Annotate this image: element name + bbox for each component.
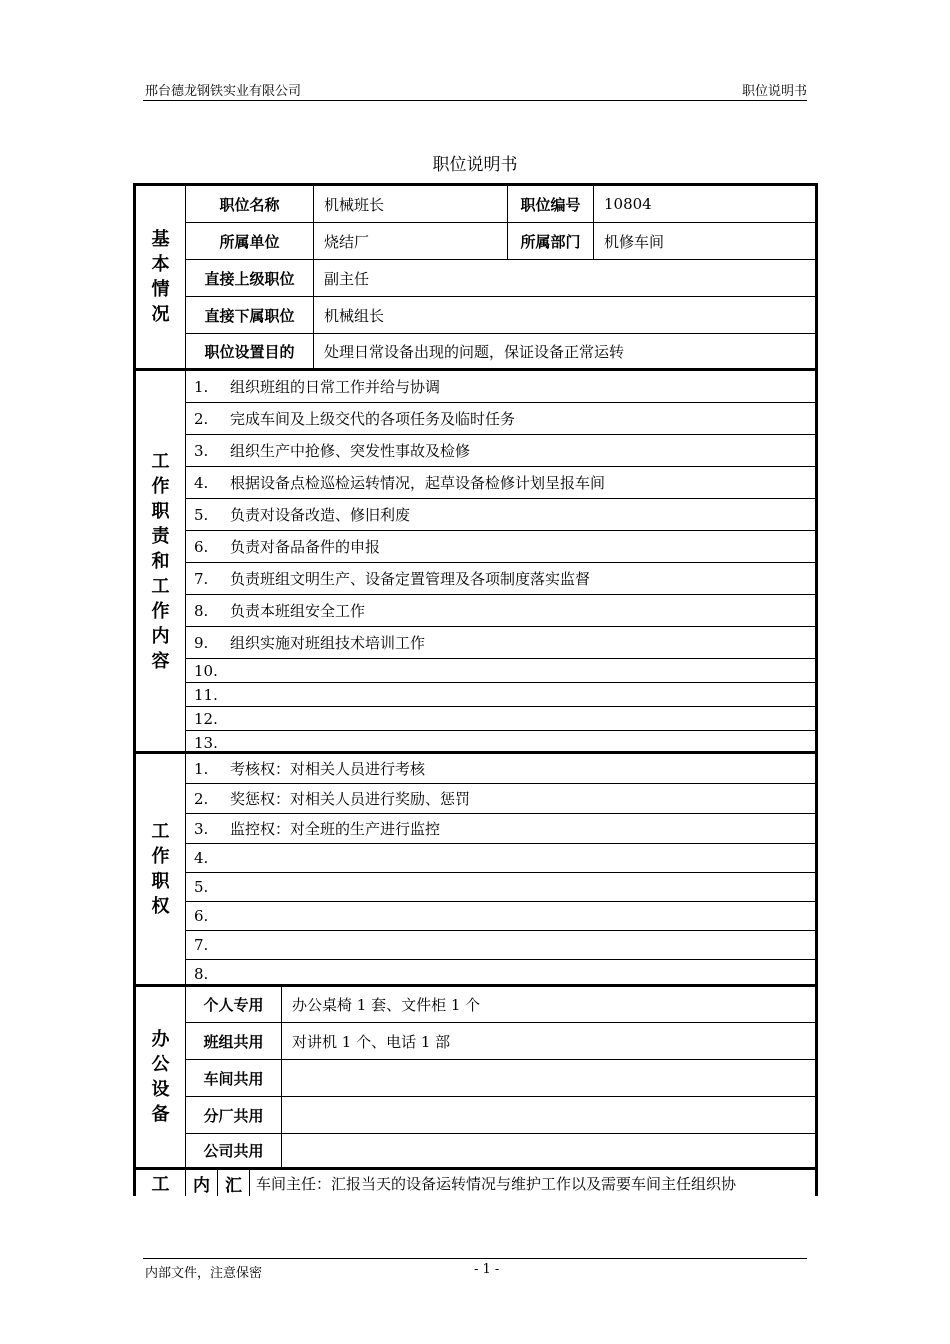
superior-value: 副主任 <box>324 269 370 288</box>
list-item: 5. 负责对设备改造、修旧利废 <box>186 499 815 531</box>
equipment-row-value <box>282 1060 815 1096</box>
relationship-col1: 内 <box>186 1170 218 1196</box>
superior-label: 直接上级职位 <box>186 260 314 296</box>
list-item: 4. 根据设备点检巡检运转情况，起草设备检修计划呈报车间 <box>186 467 815 499</box>
footer-note: 内部文件，注意保密 <box>145 1266 263 1281</box>
superior-row <box>186 260 815 297</box>
equipment-row-label: 个人专用 <box>186 987 282 1022</box>
list-item: 6. <box>186 902 815 931</box>
purpose-label: 职位设置目的 <box>186 334 314 368</box>
footer-divider <box>143 1258 807 1259</box>
job-name-row <box>186 186 815 223</box>
job-code-label: 职位编号 <box>508 186 594 222</box>
authority-label: 工作职权 <box>136 754 186 984</box>
document-title: 职位说明书 <box>432 155 518 175</box>
relationship-section <box>133 1167 818 1196</box>
list-item: 5. <box>186 873 815 902</box>
list-item: 10. <box>186 659 815 683</box>
page-header <box>143 78 807 101</box>
list-item: 3. 组织生产中抢修、突发性事故及检修 <box>186 435 815 467</box>
dept-value: 机修车间 <box>604 232 665 251</box>
dept-label: 所属部门 <box>508 223 594 259</box>
unit-value: 烧结厂 <box>314 223 508 259</box>
unit-row <box>186 223 815 260</box>
list-item: 7. 负责班组文明生产、设备定置管理及各项制度落实监督 <box>186 563 815 595</box>
equipment-row-label: 分厂共用 <box>186 1097 282 1133</box>
list-item: 3. 监控权：对全班的生产进行监控 <box>186 814 815 844</box>
header-doc-type: 职位说明书 <box>741 84 807 99</box>
company-name: 邢台德龙钢铁实业有限公司 <box>145 84 302 99</box>
duties-section <box>133 368 818 751</box>
list-item: 1. 考核权：对相关人员进行考核 <box>186 754 815 784</box>
authority-section <box>133 751 818 984</box>
table-row <box>186 987 815 1023</box>
equipment-row-value <box>282 1134 815 1167</box>
job-code-value: 10804 <box>604 195 652 213</box>
table-row <box>186 1134 815 1167</box>
equipment-row-value <box>282 1097 815 1133</box>
duties-label: 工作职责和工作内容 <box>136 371 186 751</box>
unit-label: 所属单位 <box>186 223 314 259</box>
list-item: 9. 组织实施对班组技术培训工作 <box>186 627 815 659</box>
job-name-value: 机械班长 <box>314 186 508 222</box>
list-item: 8. <box>194 964 209 983</box>
basic-info-label: 基本情况 <box>136 186 186 368</box>
list-item: 12. <box>186 707 815 731</box>
table-row <box>186 1097 815 1134</box>
equipment-row-label: 车间共用 <box>186 1060 282 1096</box>
equipment-row-label: 班组共用 <box>186 1023 282 1059</box>
list-item: 7. <box>186 931 815 960</box>
relationship-text: 车间主任：汇报当天的设备运转情况与维护工作以及需要车间主任组织协 <box>256 1174 737 1193</box>
list-item: 1. 组织班组的日常工作并给与协调 <box>186 371 815 403</box>
purpose-value: 处理日常设备出现的问题，保证设备正常运转 <box>324 342 625 361</box>
list-item: 11. <box>186 683 815 707</box>
list-item: 13. <box>194 733 218 752</box>
list-item: 2. 完成车间及上级交代的各项任务及临时任务 <box>186 403 815 435</box>
equipment-row-value: 对讲机 1 个、电话 1 部 <box>292 1032 451 1051</box>
page-number: - 1 - <box>474 1262 500 1277</box>
equipment-label: 办公设备 <box>136 987 186 1167</box>
subordinate-row <box>186 297 815 334</box>
relationship-row <box>186 1170 815 1196</box>
table-row <box>186 1060 815 1097</box>
basic-info-section <box>133 183 818 368</box>
subordinate-value: 机械组长 <box>324 306 385 325</box>
job-name-label: 职位名称 <box>186 186 314 222</box>
equipment-row-label: 公司共用 <box>186 1134 282 1167</box>
relationship-label: 工 <box>136 1170 186 1196</box>
equipment-row-value: 办公桌椅 1 套、文件柜 1 个 <box>292 996 481 1014</box>
list-item: 6. 负责对备品备件的申报 <box>186 531 815 563</box>
list-item: 8. 负责本班组安全工作 <box>186 595 815 627</box>
list-item: 2. 奖惩权：对相关人员进行奖励、惩罚 <box>186 784 815 814</box>
list-item: 4. <box>186 844 815 873</box>
purpose-row <box>186 334 815 368</box>
relationship-col2: 汇 <box>218 1170 250 1196</box>
subordinate-label: 直接下属职位 <box>186 297 314 333</box>
equipment-section <box>133 984 818 1167</box>
table-row <box>186 1023 815 1060</box>
